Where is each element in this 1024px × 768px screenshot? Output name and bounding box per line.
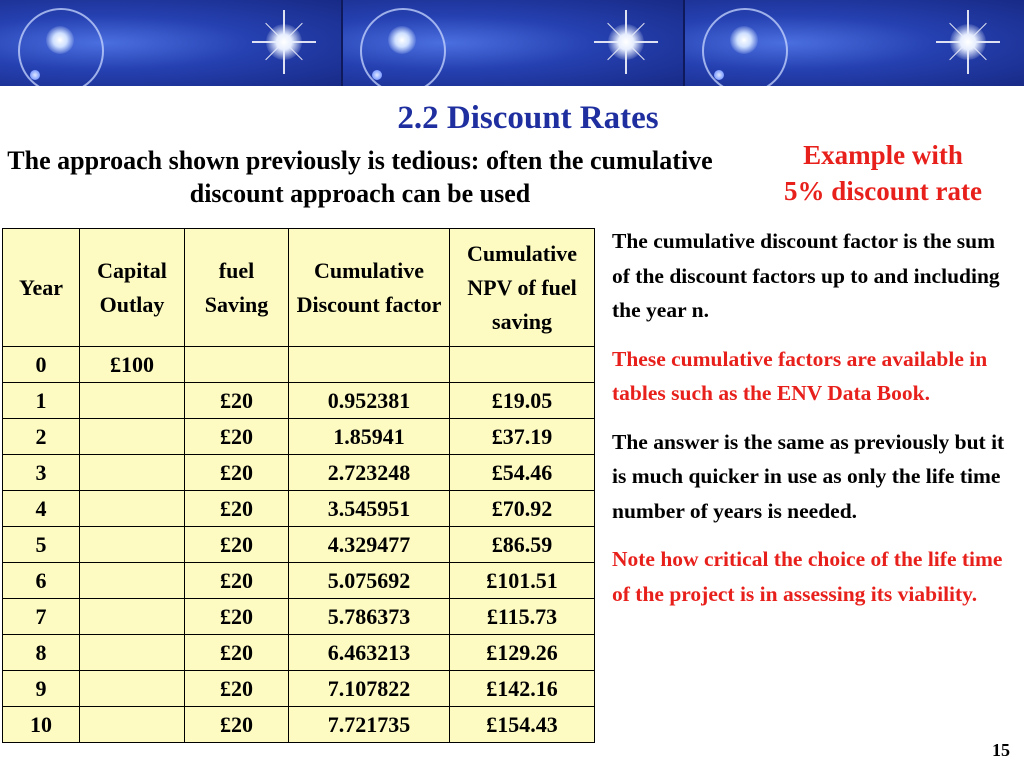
cell-cumulative-npv: £19.05 [450,383,595,419]
cell-cumulative-discount-factor: 1.85941 [289,419,450,455]
cell-cumulative-discount-factor: 5.786373 [289,599,450,635]
cell-capital-outlay [80,599,185,635]
moon-dot-icon [714,70,724,80]
cell-fuel-saving: £20 [185,419,289,455]
cell-cumulative-discount-factor: 2.723248 [289,455,450,491]
column-header-cumulative-discount-factor: Cumulative Discount factor [289,229,450,347]
table-row [3,635,595,671]
cell-year: 0 [3,347,80,383]
cell-year: 4 [3,491,80,527]
cell-cumulative-discount-factor: 4.329477 [289,527,450,563]
cell-cumulative-discount-factor: 3.545951 [289,491,450,527]
moon-dot-icon [30,70,40,80]
cell-year: 3 [3,455,80,491]
cell-fuel-saving: £20 [185,563,289,599]
cell-cumulative-npv: £154.43 [450,707,595,743]
cell-capital-outlay [80,419,185,455]
cell-year: 2 [3,419,80,455]
cell-cumulative-npv: £101.51 [450,563,595,599]
cell-cumulative-discount-factor: 5.075692 [289,563,450,599]
planet-orb-icon [388,26,416,54]
cell-capital-outlay [80,527,185,563]
column-header-year: Year [3,229,80,347]
cell-capital-outlay [80,635,185,671]
table-header-row [3,229,595,347]
note-paragraph: The cumulative discount factor is the sum of the discount factors up to and including the year n. [612,229,1000,322]
note-paragraph: The answer is the same as previously but it is much quicker in use as only the life time number of years is needed. [612,429,1005,523]
cell-cumulative-npv: £142.16 [450,671,595,707]
table-row [3,527,595,563]
table-row [3,563,595,599]
cell-year: 7 [3,599,80,635]
cell-cumulative-npv: £86.59 [450,527,595,563]
table-row [3,491,595,527]
cell-cumulative-npv: £129.26 [450,635,595,671]
cell-fuel-saving: £20 [185,455,289,491]
cumulative-discount-table [2,228,595,743]
cell-cumulative-npv [450,347,595,383]
cell-cumulative-discount-factor: 0.952381 [289,383,450,419]
cell-capital-outlay [80,383,185,419]
cell-cumulative-npv: £115.73 [450,599,595,635]
cell-fuel-saving: £20 [185,491,289,527]
star-burst-icon [594,10,658,74]
cell-capital-outlay: £100 [80,347,185,383]
cell-fuel-saving: £20 [185,635,289,671]
table-row [3,419,595,455]
table-row [3,599,595,635]
table-row [3,383,595,419]
cell-cumulative-discount-factor: 6.463213 [289,635,450,671]
cell-fuel-saving: £20 [185,599,289,635]
column-header-cumulative-npv: Cumulative NPV of fuel saving [450,229,595,347]
table-row [3,707,595,743]
example-line-2: 5% discount rate [784,176,982,206]
star-burst-icon [252,10,316,74]
moon-dot-icon [372,70,382,80]
note-paragraph: Note how critical the choice of the life time of the project is in assessing its viability. [612,547,1003,606]
cell-fuel-saving: £20 [185,383,289,419]
cell-year: 6 [3,563,80,599]
planet-orb-icon [730,26,758,54]
banner-divider [341,0,343,86]
cell-capital-outlay [80,671,185,707]
table-row [3,671,595,707]
cell-year: 8 [3,635,80,671]
banner-divider [683,0,685,86]
table-body [3,347,595,743]
note-paragraph: These cumulative factors are available in tables such as the ENV Data Book. [612,346,988,405]
cell-year: 5 [3,527,80,563]
example-line-1: Example with [803,140,963,170]
cell-fuel-saving: £20 [185,527,289,563]
cell-cumulative-npv: £37.19 [450,419,595,455]
table-row [3,455,595,491]
explanation-notes [612,224,1016,625]
star-burst-icon [936,10,1000,74]
cell-cumulative-discount-factor [289,347,450,383]
column-header-capital-outlay: Capital Outlay [80,229,185,347]
column-header-fuel-saving: fuel Saving [185,229,289,347]
cell-capital-outlay [80,563,185,599]
cell-cumulative-npv: £70.92 [450,491,595,527]
cell-cumulative-discount-factor: 7.107822 [289,671,450,707]
planet-orb-icon [46,26,74,54]
slide-subtitle: The approach shown previously is tedious: often the cumulative discount approach can be used [7,146,713,208]
cell-cumulative-npv: £54.46 [450,455,595,491]
cell-fuel-saving: £20 [185,707,289,743]
slide-title: 2.2 Discount Rates [397,100,659,136]
cell-fuel-saving: £20 [185,671,289,707]
cell-year: 10 [3,707,80,743]
cell-fuel-saving [185,347,289,383]
page-number: 15 [992,740,1010,760]
cell-year: 9 [3,671,80,707]
cell-cumulative-discount-factor: 7.721735 [289,707,450,743]
header-banner [0,0,1024,86]
cell-capital-outlay [80,455,185,491]
example-callout [752,137,1014,209]
cell-capital-outlay [80,707,185,743]
table-row [3,347,595,383]
cell-capital-outlay [80,491,185,527]
cell-year: 1 [3,383,80,419]
